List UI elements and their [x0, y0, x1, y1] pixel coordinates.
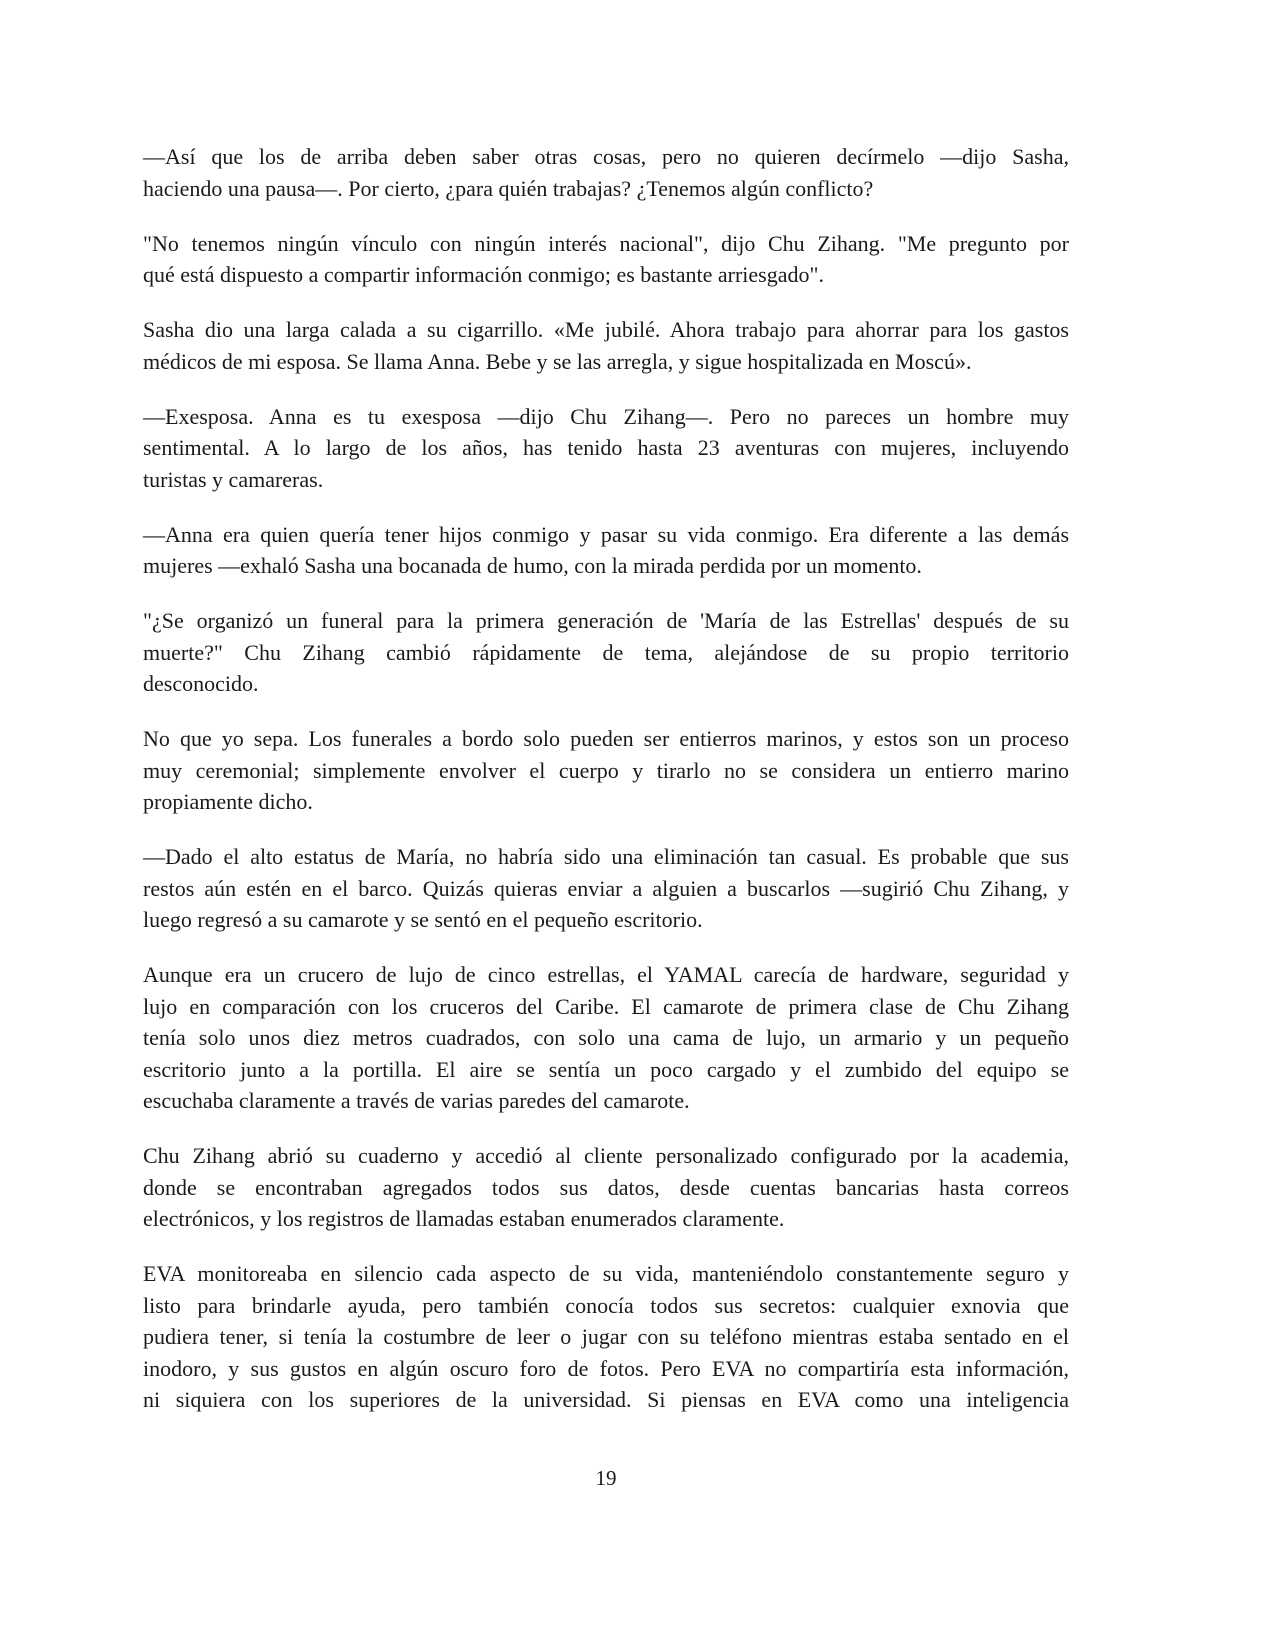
page-number: 19 [595, 1466, 617, 1490]
text-line: donde se encontraban agregados todos sus datos, desde cuentas bancarias hasta correos [143, 1174, 1069, 1200]
text-line: luego regresó a su camarote y se sentó en el pequeño escritorio. [143, 907, 703, 932]
paragraph [143, 1140, 1069, 1235]
text-line: —Anna era quien quería tener hijos conmigo y pasar su vida conmigo. Era diferente a las demás [143, 521, 1069, 547]
paragraph [143, 141, 1069, 204]
text-line: —Dado el alto estatus de María, no habría sido una eliminación tan casual. Es probable que sus [143, 844, 1069, 869]
text-line: haciendo una pausa—. Por cierto, ¿para quién trabajas? ¿Tenemos algún conflicto? [143, 175, 874, 201]
paragraph [143, 959, 1069, 1117]
text-line: Aunque era un crucero de lujo de cinco estrellas, el YAMAL carecía de hardware, seguridad y [143, 962, 1069, 987]
paragraph [143, 841, 1069, 936]
text-line: qué está dispuesto a compartir información conmigo; es bastante arriesgado". [143, 262, 824, 287]
text-line: tenía solo unos diez metros cuadrados, con solo una cama de lujo, un armario y un pequeño [143, 1025, 1069, 1050]
text-line: Sasha dio una larga calada a su cigarrillo. «Me jubilé. Ahora trabajo para ahorrar para los gastos [143, 317, 1069, 342]
text-line: desconocido. [143, 671, 259, 696]
text-line: ni siquiera con los superiores de la universidad. Si piensas en EVA como una inteligencia [143, 1387, 1069, 1412]
text-line: propiamente dicho. [143, 789, 313, 814]
text-line: No que yo sepa. Los funerales a bordo solo pueden ser entierros marinos, y estos son un proceso [143, 726, 1069, 751]
text-line: mujeres —exhaló Sasha una bocanada de humo, con la mirada perdida por un momento. [143, 553, 922, 578]
paragraph [143, 314, 1069, 377]
text-line: turistas y camareras. [143, 466, 324, 492]
text-line: muy ceremonial; simplemente envolver el cuerpo y tirarlo no se considera un entierro marino [143, 757, 1069, 783]
text-line: sentimental. A lo largo de los años, has tenido hasta 23 aventuras con mujeres, incluyendo [143, 435, 1069, 460]
text-line: escritorio junto a la portilla. El aire se sentía un poco cargado y el zumbido del equipo se [143, 1056, 1069, 1082]
paragraph [143, 519, 1069, 582]
text-line: médicos de mi esposa. Se llama Anna. Bebe y se las arregla, y sigue hospitalizada en Moscú». [143, 348, 972, 374]
text-line: —Así que los de arriba deben saber otras cosas, pero no quieren decírmelo —dijo Sasha, [143, 144, 1069, 169]
text-line: inodoro, y sus gustos en algún oscuro foro de fotos. Pero EVA no compartiría esta información, [143, 1355, 1069, 1381]
paragraph [143, 401, 1069, 496]
paragraph [143, 723, 1069, 818]
text-line: escuchaba claramente a través de varias paredes del camarote. [143, 1088, 690, 1113]
text-line: Chu Zihang abrió su cuaderno y accedió al cliente personalizado configurado por la academia, [143, 1143, 1069, 1168]
text-line: "¿Se organizó un funeral para la primera generación de 'María de las Estrellas' después de su [143, 608, 1069, 633]
text-line: pudiera tener, si tenía la costumbre de leer o jugar con su teléfono mientras estaba sentado en el [143, 1324, 1069, 1349]
text-line: EVA monitoreaba en silencio cada aspecto de su vida, manteniéndolo constantemente seguro y [143, 1261, 1069, 1286]
paragraph [143, 1258, 1069, 1416]
text-line: muerte?" Chu Zihang cambió rápidamente de tema, alejándose de su propio territorio [143, 639, 1069, 665]
text-line: electrónicos, y los registros de llamadas estaban enumerados claramente. [143, 1206, 785, 1231]
text-line: restos aún estén en el barco. Quizás quieras enviar a alguien a buscarlos —sugirió Chu Zihang, y [143, 875, 1069, 901]
body-text [143, 141, 1069, 1439]
text-line: "No tenemos ningún vínculo con ningún interés nacional", dijo Chu Zihang. "Me pregunto por [143, 230, 1069, 256]
paragraph [143, 228, 1069, 291]
text-line: listo para brindarle ayuda, pero también conocía todos sus secretos: cualquier exnovia que [143, 1292, 1069, 1318]
paragraph [143, 605, 1069, 700]
text-line: —Exesposa. Anna es tu exesposa —dijo Chu Zihang—. Pero no pareces un hombre muy [143, 403, 1069, 429]
text-line: lujo en comparación con los cruceros del Caribe. El camarote de primera clase de Chu Zihang [143, 993, 1069, 1019]
